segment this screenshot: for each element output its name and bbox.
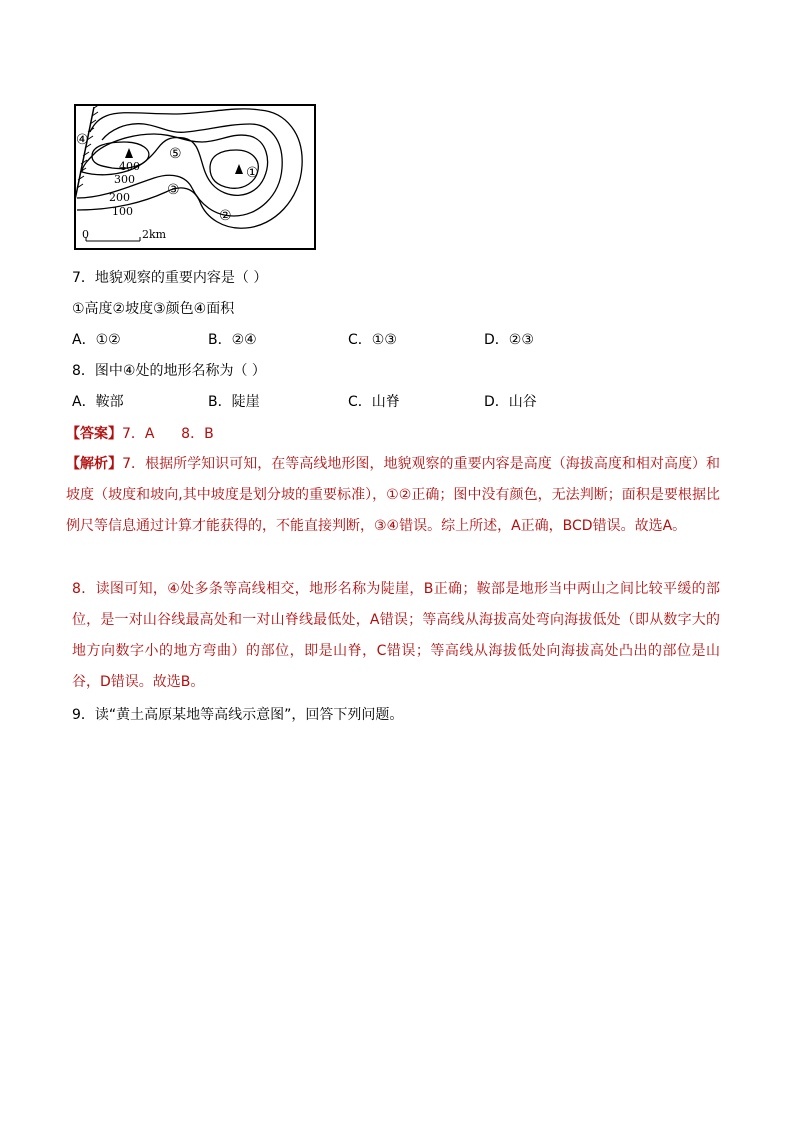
marker-5: ⑤ [169, 146, 182, 162]
marker-2: ② [219, 208, 232, 224]
contour-label-300: 300 [114, 173, 135, 186]
q7-option-a[interactable]: A．①② [72, 332, 121, 348]
q7-items: ①高度②坡度③颜色④面积 [72, 301, 235, 317]
contour-label-100: 100 [112, 205, 133, 218]
cliff-line [75, 107, 94, 200]
q7-options [72, 330, 632, 350]
contour-label-200: 200 [109, 191, 130, 204]
q8-option-b[interactable]: B．陡崖 [208, 394, 260, 410]
marker-1: ① [246, 165, 259, 181]
contour-100 [77, 109, 302, 228]
q9-stem: 9．读“黄土高原某地等高线示意图”，回答下列问题。 [72, 707, 404, 723]
map-frame [75, 105, 315, 249]
answer-text: 7．A 8．B [122, 426, 214, 442]
scale-bar [86, 237, 140, 241]
peak-icon-east [235, 164, 243, 174]
peak-icon-west [125, 148, 133, 158]
q8-option-a[interactable]: A．鞍部 [72, 394, 124, 410]
analysis-tag: 【解析】 [66, 456, 123, 472]
q8-stem: 8．图中④处的地形名称为（ ） [72, 363, 266, 379]
analysis-q8-block: 8．读图可知，④处多条等高线相交，地形名称为陡崖，B正确；鞍部是地形当中两山之间比较平缓的部位，是一对山谷线最高处和一对山脊线最低处，A错误；等高线从海拔高处弯向海拔低处（即从数字大的地方向数字小的地方弯曲）的部位，即是山脊，C错误；等高线从海拔低处向海拔高处凸出的部位是山谷，D错误。故选B。 [72, 581, 720, 690]
answer-tag: 【答案】 [66, 426, 122, 442]
analysis-block [66, 449, 720, 542]
marker-4: ④ [76, 132, 89, 148]
q7-option-d[interactable]: D．②③ [484, 332, 534, 348]
scale-zero-label: 0 [82, 228, 89, 241]
q7-stem: 7．地貌观察的重要内容是（ ） [72, 270, 268, 286]
q8-options [72, 392, 632, 412]
analysis-q7: 7．根据所学知识可知，在等高线地形图，地貌观察的重要内容是高度（海拔高度和相对高度）和坡度（坡度和坡向,其中坡度是划分坡的重要标准），①②正确；图中没有颜色，无法判断；面积是要根据比例尺等信息通过计算才能获得的，不能直接判断，③④错误。综上所述，A正确，BCD错误。故选A。 [66, 456, 721, 534]
q8-option-d[interactable]: D．山谷 [484, 394, 537, 410]
answer-line [66, 424, 214, 444]
scale-length-label: 2km [142, 228, 167, 241]
marker-3: ③ [167, 182, 180, 198]
contour-map-figure [74, 104, 316, 250]
q7-option-c[interactable]: C．①③ [348, 332, 397, 348]
contour-label-400: 400 [119, 160, 140, 173]
q7-option-b[interactable]: B．②④ [208, 332, 257, 348]
q8-option-c[interactable]: C．山脊 [348, 394, 400, 410]
